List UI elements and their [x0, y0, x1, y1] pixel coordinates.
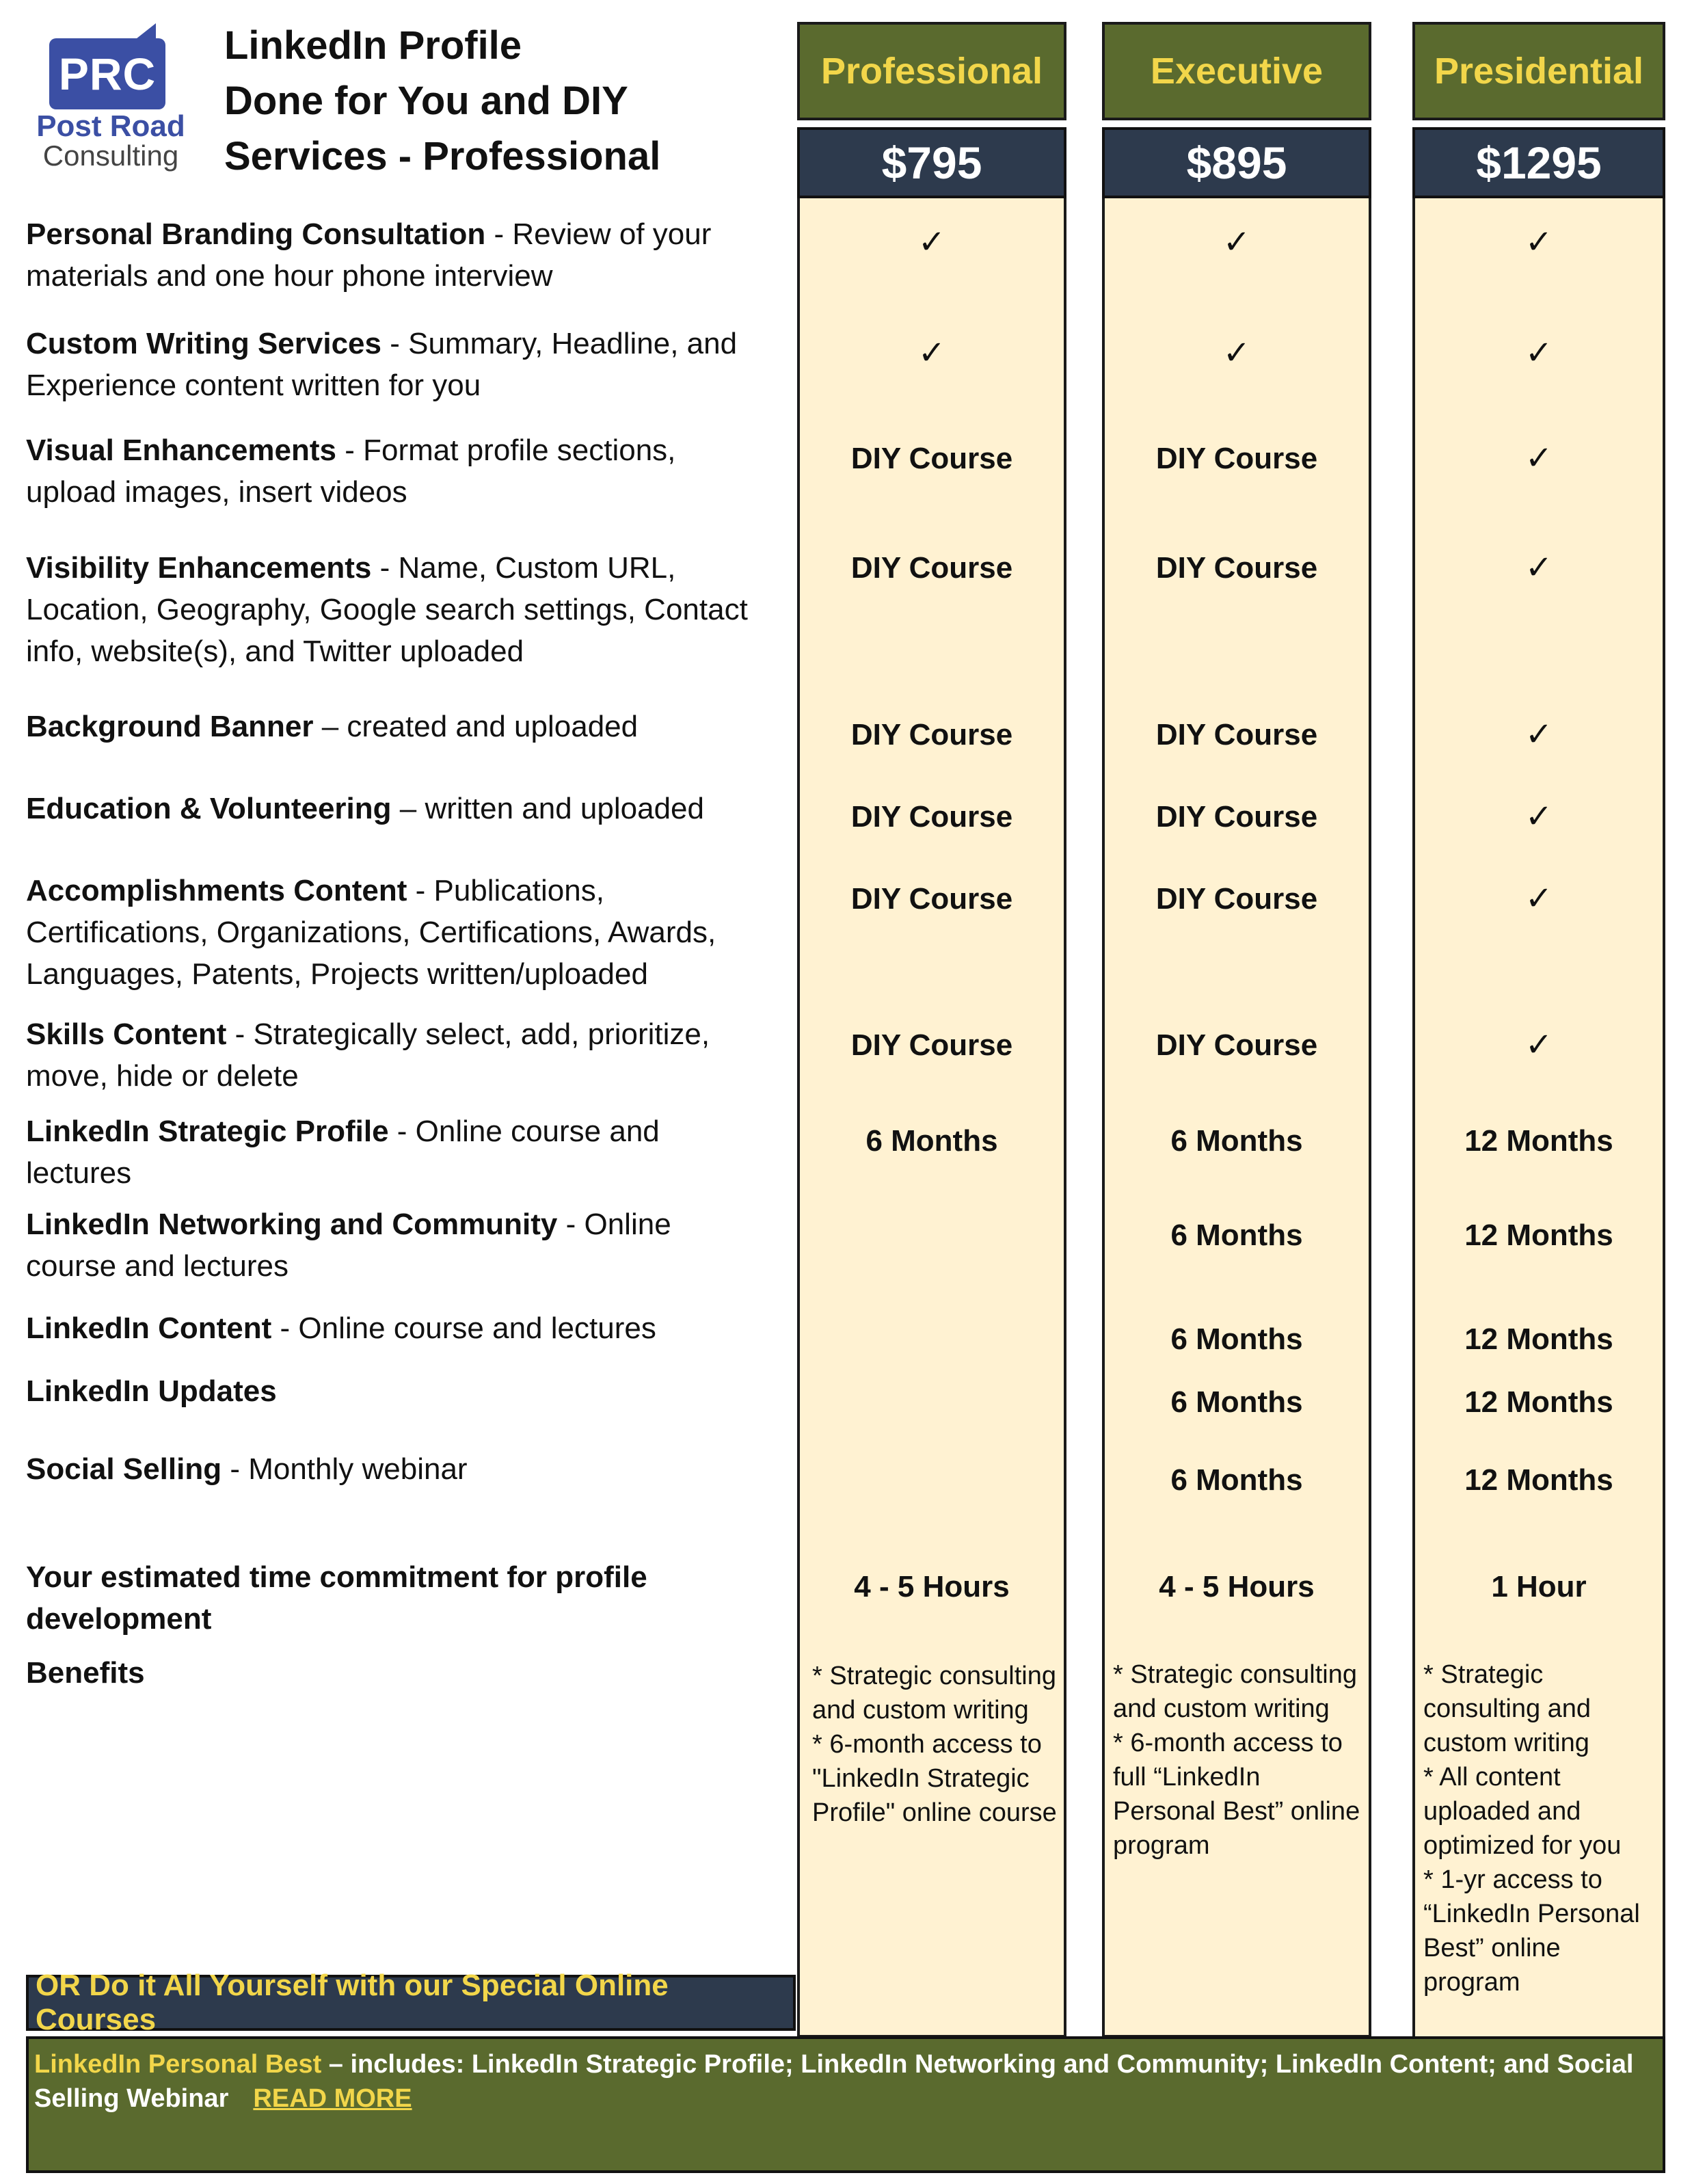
feature-description: – created and uploaded [313, 710, 639, 743]
feature-name: Custom Writing Services [26, 327, 381, 360]
checkmark-icon: ✓ [1525, 439, 1553, 477]
plan-cell-value: 12 Months [1464, 1463, 1613, 1497]
feature-name: Background Banner [26, 710, 314, 743]
plan-cell-value: DIY Course [1155, 1028, 1318, 1062]
plan-header-executive: Executive [1102, 22, 1371, 120]
plan-cell-value: DIY Course [1155, 718, 1318, 751]
title-line: Services - Professional [224, 134, 661, 178]
plan-cell-value: 1 Hour [1491, 1570, 1587, 1603]
feature-row-label [26, 1556, 682, 1640]
benefit-line: program [1113, 1831, 1210, 1860]
benefit-line: * Strategic [1423, 1660, 1544, 1689]
feature-name: Accomplishments Content [26, 874, 407, 907]
course-name: LinkedIn Personal Best [34, 2050, 322, 2079]
feature-name: Visibility Enhancements [26, 551, 372, 585]
feature-row-label [26, 1203, 710, 1287]
feature-name: Skills Content [26, 1017, 227, 1051]
plan-cell-value: 6 Months [1170, 1124, 1303, 1158]
plan-cell-value: DIY Course [850, 718, 1013, 751]
plan-cell-value: 6 Months [1170, 1385, 1303, 1419]
feature-description: - Publications, Certifications, Organizations, Certifications, Awards, Languages, Patents, Projects written/uploaded [26, 874, 716, 991]
plan-cell-value: 12 Months [1464, 1218, 1613, 1252]
plan-cell-value: 6 Months [1170, 1463, 1303, 1497]
benefit-line: * 6-month access to [812, 1730, 1042, 1759]
title-line: Done for You and DIY [224, 79, 628, 123]
benefits-executive [1113, 1657, 1360, 1863]
feature-row-label [26, 1307, 737, 1349]
feature-row-label [26, 213, 737, 297]
diy-courses-banner: OR Do it All Yourself with our Special Online Courses [26, 1975, 796, 2031]
benefit-line: * Strategic consulting [812, 1662, 1056, 1690]
benefit-line: custom writing [1423, 1729, 1589, 1757]
checkmark-icon: ✓ [1525, 223, 1553, 261]
benefit-line: and custom writing [812, 1696, 1029, 1724]
benefit-line: * All content [1423, 1763, 1561, 1792]
benefit-line: full “LinkedIn [1113, 1763, 1261, 1792]
plan-header-presidential: Presidential [1412, 22, 1665, 120]
plan-cell-value: 6 Months [1170, 1218, 1303, 1252]
benefit-line: program [1423, 1968, 1520, 1997]
plan-cell-value: 12 Months [1464, 1322, 1613, 1356]
benefits-label: Benefits [26, 1656, 145, 1690]
checkmark-icon: ✓ [917, 334, 946, 372]
plan-price-professional: $795 [797, 127, 1066, 198]
feature-description: - Strategically select, add, prioritize, move, hide or delete [26, 1017, 710, 1093]
plan-price-presidential: $1295 [1412, 127, 1665, 198]
feature-name: Social Selling [26, 1452, 222, 1486]
benefit-line: uploaded and [1423, 1797, 1581, 1826]
plan-price-executive: $895 [1102, 127, 1371, 198]
plan-cell-value: DIY Course [850, 551, 1013, 585]
plan-cell-value: DIY Course [1155, 442, 1318, 475]
benefit-line: and custom writing [1113, 1694, 1330, 1723]
feature-name: LinkedIn Strategic Profile [26, 1115, 389, 1148]
benefit-line: * 1-yr access to [1423, 1865, 1602, 1894]
plan-cell-value: 6 Months [865, 1124, 998, 1158]
plan-header-professional: Professional [797, 22, 1066, 120]
checkmark-icon: ✓ [1222, 334, 1251, 372]
feature-description: - Summary, Headline, and Experience content written for you [26, 327, 738, 402]
checkmark-icon: ✓ [1525, 879, 1553, 918]
checkmark-icon: ✓ [1525, 715, 1553, 754]
plan-cell-value: 12 Months [1464, 1385, 1613, 1419]
feature-name: Personal Branding Consultation [26, 217, 486, 251]
logo-text-consulting: Consulting [42, 139, 179, 172]
feature-description: - Online course and lectures [26, 1208, 671, 1283]
feature-description: - Online course and lectures [271, 1311, 656, 1345]
benefit-line: * 6-month access to [1113, 1729, 1343, 1757]
benefit-line: consulting and [1423, 1694, 1592, 1723]
benefit-line: Profile" online course [812, 1798, 1057, 1827]
page-title [224, 18, 757, 184]
prc-logo-badge: PRC [49, 38, 165, 109]
benefit-line: "LinkedIn Strategic [812, 1764, 1030, 1793]
feature-description: - Format profile sections, upload images, insert videos [26, 434, 676, 509]
read-more-link[interactable]: READ MORE [253, 2084, 412, 2113]
feature-name: LinkedIn Networking and Community [26, 1208, 558, 1241]
benefit-line: Personal Best” online [1113, 1797, 1360, 1826]
benefit-line: Best” online [1423, 1934, 1561, 1962]
plan-cell-value: DIY Course [850, 1028, 1013, 1062]
benefit-line: * Strategic consulting [1113, 1660, 1357, 1689]
checkmark-icon: ✓ [1222, 223, 1251, 261]
benefits-presidential [1423, 1657, 1640, 1999]
feature-description: - Review of your materials and one hour phone interview [26, 217, 712, 293]
benefits-professional [812, 1659, 1057, 1830]
plan-cell-value: DIY Course [1155, 800, 1318, 834]
plan-cell-value: DIY Course [850, 800, 1013, 834]
checkmark-icon: ✓ [1525, 797, 1553, 836]
feature-row-label [26, 1013, 751, 1097]
feature-name: LinkedIn Content [26, 1311, 272, 1345]
plan-cell-value: 4 - 5 Hours [1159, 1570, 1315, 1603]
feature-description: - Monthly webinar [221, 1452, 468, 1486]
feature-row-label [26, 547, 785, 672]
personal-best-course-box [26, 2036, 1665, 2173]
plan-cell-value: DIY Course [1155, 551, 1318, 585]
title-line: LinkedIn Profile [224, 23, 522, 68]
feature-row-label [26, 1448, 737, 1490]
checkmark-icon: ✓ [1525, 334, 1553, 372]
feature-row-label [26, 1110, 682, 1194]
feature-name: Visual Enhancements [26, 434, 337, 467]
checkmark-icon: ✓ [917, 223, 946, 261]
plan-cell-value: DIY Course [850, 442, 1013, 475]
feature-row-label [26, 1370, 737, 1412]
plan-cell-value: 6 Months [1170, 1322, 1303, 1356]
feature-row-label [26, 788, 771, 829]
feature-row-label [26, 429, 737, 513]
checkmark-icon: ✓ [1525, 1026, 1553, 1064]
plan-cell-value: 12 Months [1464, 1124, 1613, 1158]
feature-description: - Name, Custom URL, Location, Geography, Google search settings, Contact info, website(s), and Twitter uploaded [26, 551, 748, 668]
course-description: – includes: LinkedIn Strategic Profile; LinkedIn Networking and Community; LinkedIn Content; and Social Selling Webinar [34, 2050, 1634, 2113]
checkmark-icon: ✓ [1525, 548, 1553, 587]
benefit-line: optimized for you [1423, 1831, 1622, 1860]
feature-row-label [26, 323, 771, 406]
feature-name: LinkedIn Updates [26, 1374, 277, 1408]
feature-row-label [26, 870, 764, 995]
feature-description: – written and uploaded [391, 792, 704, 825]
feature-name: Education & Volunteering [26, 792, 392, 825]
plan-cell-value: 4 - 5 Hours [854, 1570, 1010, 1603]
feature-name: Your estimated time commitment for profile development [26, 1560, 647, 1636]
benefit-line: “LinkedIn Personal [1423, 1900, 1640, 1928]
plan-cell-value: DIY Course [850, 882, 1013, 916]
plan-cell-value: DIY Course [1155, 882, 1318, 916]
feature-description: - Online course and lectures [26, 1115, 660, 1190]
feature-row-label [26, 706, 737, 747]
logo-text-post-road: Post Road [36, 109, 185, 143]
